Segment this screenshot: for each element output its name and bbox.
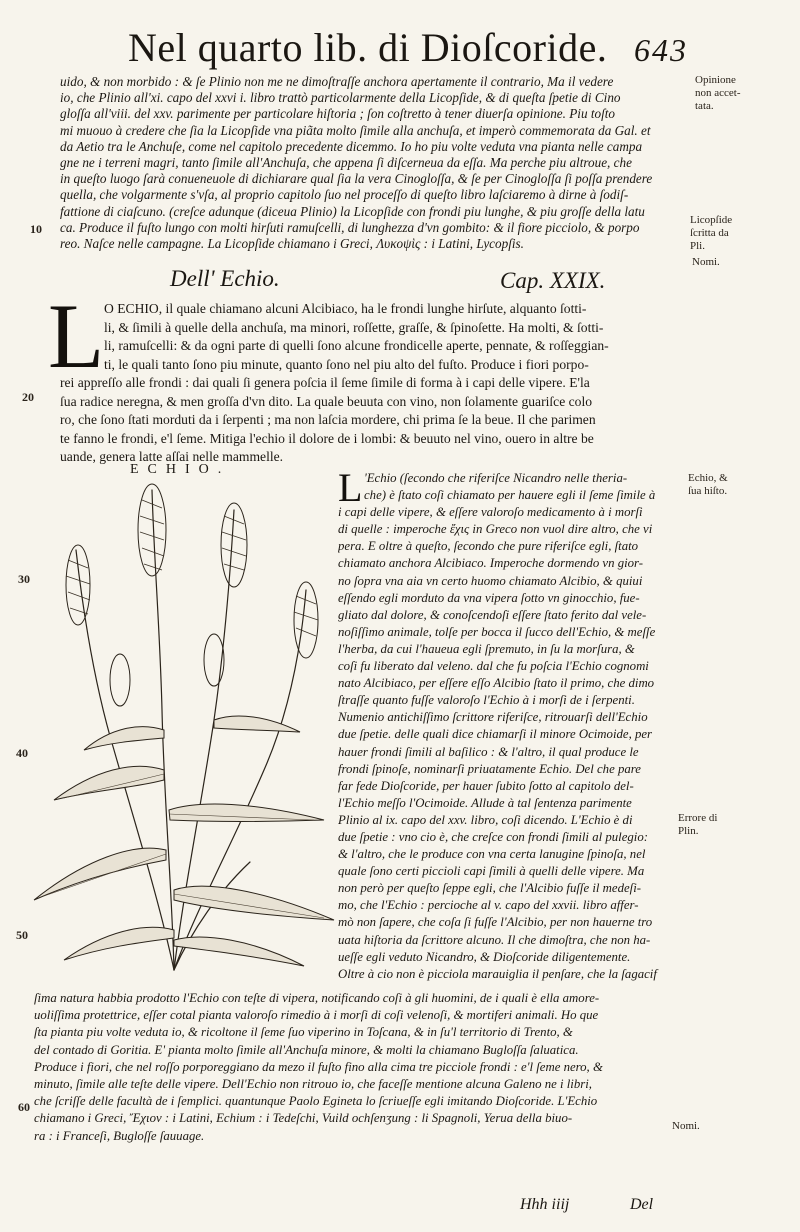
commentary-column [338,465,684,983]
text-line: uoliſſima protettrice, eſſer cotal pianta valoroſo rimedio à i morſi di coſi velenoſi, & mortiferi animali. Ho que [34,1008,599,1023]
text-line: quale ſono certi piccioli capi ſimili à quelli delle vipere. Ma [338,864,645,879]
text-line: ca. Produce il fuſto lungo con molti hirſuti ramuſcelli, di lunghezza d'vn gombito: & il fiore picciolo, & porpo [60,219,640,235]
chapter-number: Cap. XXIX. [500,268,606,293]
margin-note-nomi-top [692,256,752,269]
section-title: Dell' Echio. [170,266,280,291]
text-line: gliato dal dolore, & conoſcendoſi eſſere ſtato ferito dal vele- [338,607,647,622]
text-line: li, ramuſcelli: & da ogni parte di quelli ſono alcune frondicelle aperte, pennate, & roſſeggian- [104,338,609,353]
echium-plant-illustration [24,470,346,990]
text-line: nato Alcibiaco, per eſſere eſſo Alcibio ſtato il primo, che dimo [338,676,655,691]
drop-cap-echio: L [48,285,105,387]
top-continuation-text [60,74,690,252]
text-line: ſima natura habbia prodotto l'Echio con teſte di vipera, notificando coſi à gli huomini, de i quali è ella amore- [34,991,600,1005]
text-line: uande, genera latte aſſai nelle mammelle. [60,449,284,464]
margin-note-line: Licopſide [690,214,733,226]
text-line: ueſſe egli veduto Nicandro, & Dioſcoride diligentemente. [338,949,631,964]
text-line: eſſendo egli morduto da vna vipera ſotto vn ginocchio, fue- [338,590,640,605]
text-line: del contado di Goritia. E' pianta molto ſimile all'Anchuſa minore, & molti la chiamano Bugloſſa ſaluatica. [34,1042,579,1057]
text-line: reo. Naſce nelle campagne. La Licopſide chiamano i Greci, Λυκοψὶς : i Latini, Lycopſis. [60,236,524,252]
text-line: ra : i Franceſi, Bugloſſe ſauuage. [34,1128,205,1143]
text-line: chiamano i Greci, Ἔχιον : i Latini, Echium : i Tedeſchi, Vuild ochſenʒung : li Spagnoli, Yerua della biuo- [34,1111,573,1126]
margin-note-line: Nomi. [692,256,720,268]
text-line: Numenio antichiſſimo ſcrittore riferiſce, ritrouarſi dell'Echio [338,710,648,725]
text-line: due ſpetie. delle quali dice chiamarſi il minore Ocimoide, per [338,727,653,742]
margin-note-errore-plinio [678,812,768,838]
text-line: i capi delle vipere, & eſſere valoroſo medicamento à i morſi [338,505,643,520]
text-line: hauer frondi ſimili al baſilico : & l'altro, il qual produce le [338,744,639,759]
margin-note-line: Errore di [678,812,718,824]
text-line: ſtraſſe quanto fuſſe valoroſo l'Echio à i morſi de i ſerpenti. [338,693,635,708]
text-line: li, & ſimili à quelle della anchuſa, ma minori, roſſette, graſſe, & ſpinoſette. Ha molti, & ſotti- [104,319,604,335]
text-line: minuto, ſimile alle teſte delle vipere. Dell'Echio non ritrouo io, che faceſſe mentione alcuna Galeno ne i libri, [34,1077,592,1092]
text-line: noſiſſimo animale, tolſe per bocca il ſucco dell'Echio, & meſſe [338,624,656,639]
text-line: rei appreſſo alle frondi : dai quali ſi genera poſcia il ſeme ſimile di forma à i capi delle vipere. E'la [60,375,590,390]
text-line: & l'altro, che le produce con vna certa lanugine ſpinoſa, nel [338,847,646,862]
text-line: quella, che volgarmente s'vſa, al proprio capitolo ſuo nel proceſſo di queſto libro laſciaremo à dirne à ſodiſ- [60,187,629,203]
plate-caption: ECHIO. [130,462,231,477]
margin-note-line: Opinione [695,74,736,86]
margin-note-opinione [695,74,785,113]
running-header [128,20,688,70]
margin-note-line: tata. [695,100,714,112]
text-line: uata hiſtoria da ſcrittore alcuno. Il che dimoſtra, che non ha- [338,932,651,947]
drop-cap-commentary: L [338,465,363,510]
text-line: Oltre à cio non è picciola marauiglia il penſare, che la ſagacif [338,966,657,981]
line-number-40: 40 [16,746,28,760]
signature-mark: Hhh iiij [520,1196,570,1213]
text-line: ſta pianta piu volte veduta io, & ricoltone il ſeme ſuo viperino in Toſcana, & in ſu'l territorio di Trento, & [34,1025,573,1040]
running-title: Nel quarto lib. di Dioſcoride. [128,25,608,70]
text-line: mo, che l'Echio : percioche al v. capo del xxvii. libro affer- [338,898,639,913]
margin-note-line: non accet- [695,87,741,99]
margin-note-line: Nomi. [672,1120,700,1132]
text-line: due ſpetie : vno cio è, che creſce con frondi ſimili al pulegio: [338,829,648,844]
text-line: mi muouo à credere che ſia la Licopſide vna piãta molto ſimile alla anchuſa, et imperò commemorata da Gal. et [60,122,651,138]
margin-note-line: ſua hiſto. [688,485,728,497]
margin-note-line: ſcritta da [690,227,729,239]
text-line: chiamato anchora Alcibiaco. Imperoche dormendo vn gior- [338,556,644,571]
text-line: Produce i fiori, che nel roſſo porporeggiano da mezo il fuſto fino alla cima tre picciole frondi : e'l ſeme nero, & [34,1059,603,1074]
text-line: 'Echio (ſecondo che riferiſce Nicandro nelle theria- [364,471,628,485]
margin-note-echio-history [688,472,778,498]
text-line: O ECHIO, il quale chiamano alcuni Alcibiaco, ha le frondi lunghe hirſute, alquanto ſotti- [104,301,587,316]
text-line: far fede Dioſcoride, per hauer ſubito ſotto al capitolo del- [338,778,634,793]
margin-note-line: Echio, & [688,472,728,484]
text-line: ro, che ſono ſtati morduti da i ſerpenti ; ma non laſcia mordere, chi prima ſe la beue. Il che parimen [60,412,596,427]
text-line: coſi fu liberato dal veleno. dal che fu poſcia l'Echio cognomi [338,659,649,674]
margin-note-line: Plin. [678,825,699,837]
page-number: 643 [634,32,688,68]
catchword: Del [630,1196,654,1213]
margin-note-nomi-bottom [672,1120,732,1133]
text-line: in queſto luogo ſarà conueneuole di dichiarare qual ſia la vera Cinogloſſa, & ſe per Cinogloſſa ſi poſſa prendere [60,171,653,187]
text-line: ti, le quali tanto ſono piu minute, quanto ſono nel piu alto del fuſto. Produce i fiori porpo- [104,356,589,372]
text-line: che) è ſtato coſi chiamato per hauere egli il ſeme ſimile à [364,488,656,503]
text-line: non però per queſto ſeppe egli, che l'Alcibio fuſſe il medeſi- [338,881,642,896]
text-line: frondi ſpinoſe, nominarſi priuatamente Echio. Del che pare [338,761,641,776]
line-number-50: 50 [16,928,28,942]
text-line: di quelle : imperoche ἔχις in Greco non vuol dire altro, che vi [338,522,653,537]
description-paragraph [60,300,686,467]
line-number-60: 60 [18,1100,30,1114]
text-line: da Aetio tra le Anchuſe, come nel capitolo precedente dicemmo. Io ho piu volte veduta vna pianta nelle campa [60,138,643,154]
text-line: gloſſa all'viii. del xxv. parimente per particolare hiſtoria ; ſon coſtretto à tener diuerſa opinione. Piu toſto [60,106,616,122]
line-number-30: 30 [18,572,30,586]
text-line: te fanno le frondi, e'l ſeme. Mitiga l'echio il dolore de i lombi: & beuuto nel vino, ouero in altre be [60,430,594,446]
text-line: l'Echio meſſo l'Ocimoide. Allude à tal ſentenza parimente [338,795,632,810]
text-line: no ſopra vna aia vn certo huomo chiamato Alcibio, & quiui [338,573,643,588]
commentary-full-width [34,990,684,1145]
text-line: l'herba, da cui l'haueua egli ſpremuto, in ſu la morſura, & [338,641,635,656]
margin-note-line: Pli. [690,240,705,252]
text-line: Plinio al ix. capo del xxv. libro, coſi dicendo. L'Echio è di [338,812,633,827]
text-line: che ſcriſſe delle facultà de i ſemplici. quantunque Paolo Egineta lo ſcriueſſe egli imitando Dioſcoride. L'Echio [34,1094,598,1109]
text-line: mò non ſapere, che coſa ſi fuſſe l'Alcibio, per non hauerne tro [338,915,653,930]
text-line: io, che Plinio all'xi. capo del xxvi i. libro trattò particolarmente della Licopſide, & di queſta ſpetie di Cino [60,90,621,106]
margin-note-licopside [690,214,780,253]
line-number-20: 20 [22,390,34,404]
text-line: gne ne i terreni magri, tanto ſimile all'Anchuſa, che appena ſi diſcerneua da eſſa. Ma perche piu altroue, che [60,155,632,171]
line-number-10: 10 [30,222,42,236]
text-line: fattione di ciaſcuno. (creſce adunque (diceua Plinio) la Licopſide con frondi piu lunghe, & piu groſſe della latu [60,203,645,219]
text-line: ſua radice neregna, & men groſſa d'vn dito. La quale beuuta con vino, non ſolamente guariſce colo [60,393,593,409]
text-line: pera. E oltre à queſto, ſecondo che pure riferiſce egli, ſtato [338,539,639,554]
text-line: uido, & non morbido : & ſe Plinio non me ne dimoſtraſſe anchora apertamente il contrario, Ma il vedere [60,74,614,89]
